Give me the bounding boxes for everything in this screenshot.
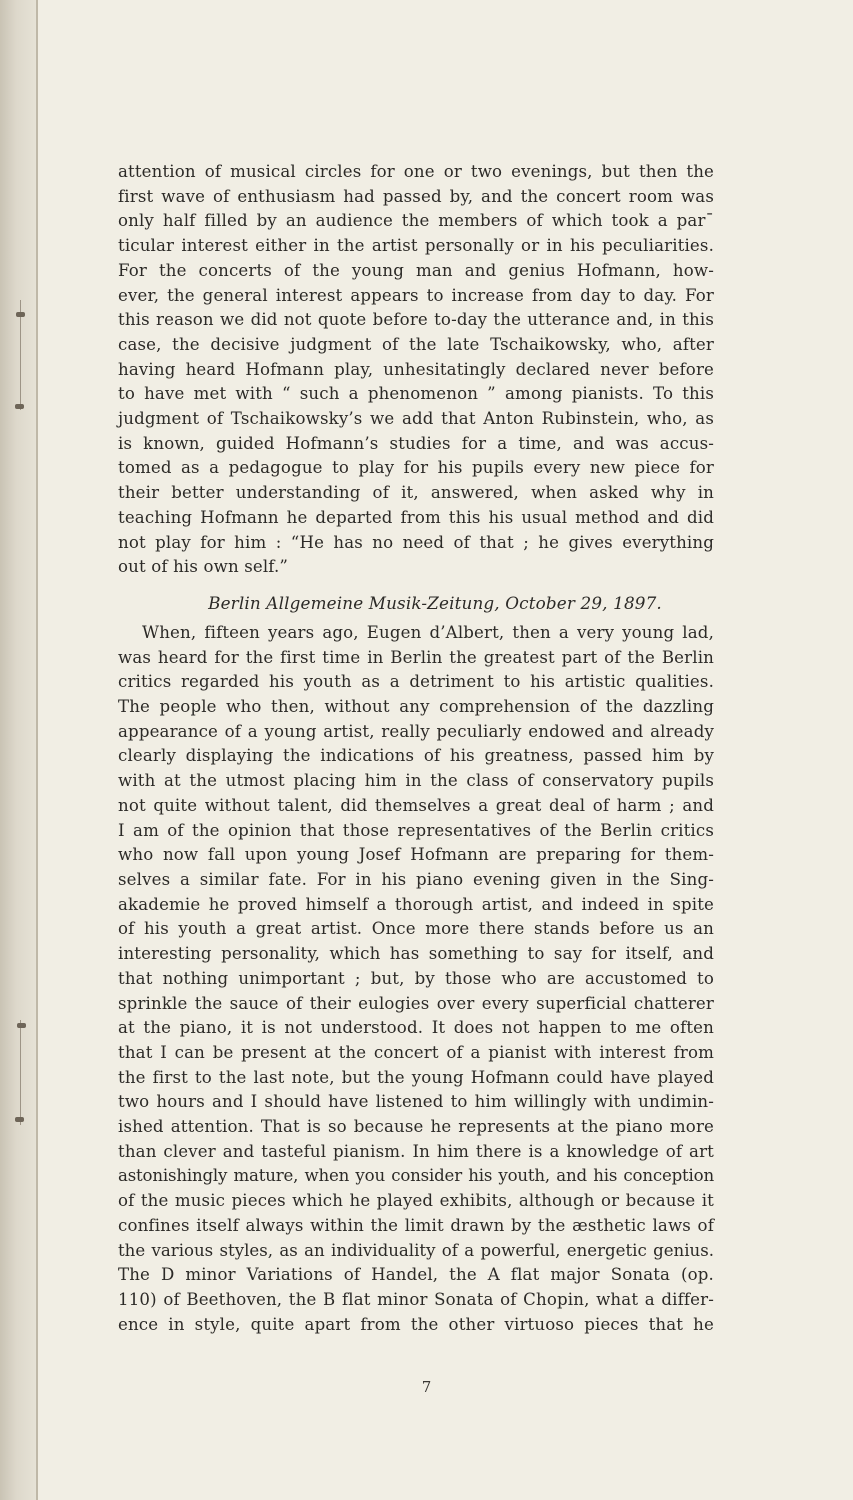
page-number: 7: [421, 1378, 432, 1396]
text-line: having heard Hofmann play, unhesitatingly declared never before: [118, 359, 714, 379]
text-line: at the piano, it is not understood. It does not happen to me often: [118, 1018, 714, 1038]
text-line: 110) of Beethoven, the B flat minor Sonata of Chopin, what a differ-: [118, 1289, 714, 1309]
text-line: I am of the opinion that those representatives of the Berlin critics: [118, 820, 714, 840]
text-line: not play for him : “He has no need of that ; he gives everything: [118, 532, 714, 552]
left-page-edge: [0, 0, 36, 1500]
text-line: The D minor Variations of Handel, the A flat major Sonata (op.: [118, 1265, 714, 1285]
text-line: of the music pieces which he played exhibits, although or because it: [118, 1191, 714, 1211]
article-heading: Berlin Allgemeine Musik-Zeitung, October 29, 1897.: [208, 592, 662, 613]
text-line: to have met with “ such a phenomenon ” among pianists. To this: [118, 384, 714, 404]
text-line: appearance of a young artist, really peculiarly endowed and already: [118, 721, 714, 741]
text-line: attention of musical circles for one or two evenings, but then the: [118, 162, 714, 181]
text-line: out of his own self.”: [118, 557, 289, 577]
text-line: of his youth a great artist. Once more there stands before us an: [118, 919, 714, 939]
text-line: judgment of Tschaikowsky’s we add that Anton Rubinstein, who, as: [118, 409, 714, 429]
text-line: For the concerts of the young man and genius Hofmann, how-: [118, 260, 714, 280]
binding-staple: [17, 1023, 26, 1028]
text-line: who now fall upon young Josef Hofmann are preparing for them-: [118, 845, 714, 865]
text-line: confines itself always within the limit drawn by the æsthetic laws of: [118, 1215, 714, 1235]
text-line: The people who then, without any comprehension of the dazzling: [118, 697, 714, 717]
text-line: their better understanding of it, answered, when asked why in: [118, 483, 714, 503]
text-line: that nothing unimportant ; but, by those who are accustomed to: [118, 968, 714, 988]
text-line: astonishingly mature, when you consider his youth, and his conception: [118, 1166, 714, 1186]
text-line: teaching Hofmann he departed from this his usual method and did: [118, 507, 714, 527]
text-line: ished attention. That is so because he represents at the piano more: [118, 1117, 714, 1137]
text-line: case, the decisive judgment of the late Tschaikowsky, who, after: [118, 334, 714, 354]
text-line: sprinkle the sauce of their eulogies over every superficial chatterer: [118, 993, 714, 1013]
binding-staple: [16, 312, 25, 317]
text-line: than clever and tasteful pianism. In him there is a knowledge of art: [118, 1141, 714, 1161]
text-line: the first to the last note, but the young Hofmann could have played: [118, 1067, 714, 1087]
text-line: When, fifteen years ago, Eugen d’Albert, then a very young lad,: [142, 622, 714, 642]
text-line: ence in style, quite apart from the other virtuoso pieces that he: [118, 1314, 714, 1334]
text-line: this reason we did not quote before to-day the utterance and, in this: [118, 310, 714, 330]
text-line: akademie he proved himself a thorough artist, and indeed in spite: [118, 894, 714, 914]
text-line: is known, guided Hofmann’s studies for a time, and was accus-: [118, 433, 714, 453]
text-line: not quite without talent, did themselves a great deal of harm ; and: [118, 795, 714, 815]
text-line: the various styles, as an individuality of a powerful, energetic genius.: [118, 1240, 714, 1260]
article-body: [118, 621, 714, 1337]
text-line: with at the utmost placing him in the class of conservatory pupils: [118, 771, 714, 791]
text-line: that I can be present at the concert of a pianist with interest from: [118, 1042, 714, 1062]
text-line: critics regarded his youth as a detriment to his artistic qualities.: [118, 672, 714, 692]
text-line: was heard for the first time in Berlin the greatest part of the Berlin: [118, 647, 714, 667]
text-line: only half filled by an audience the members of which took a par¯: [118, 211, 714, 231]
text-line: ever, the general interest appears to increase from day to day. For: [118, 285, 714, 305]
text-line: first wave of enthusiasm had passed by, and the concert room was: [118, 186, 714, 206]
binding-staple: [15, 404, 24, 409]
text-line: ticular interest either in the artist personally or in his peculiarities.: [118, 236, 714, 256]
article-continuation: [118, 160, 714, 580]
text-line: interesting personality, which has something to say for itself, and: [118, 944, 714, 964]
binding-staple: [15, 1117, 24, 1122]
binding-thread: [20, 1020, 21, 1125]
text-line: selves a similar fate. For in his piano evening given in the Sing-: [118, 869, 714, 889]
text-line: two hours and I should have listened to him willingly with undimin-: [118, 1092, 714, 1112]
text-line: clearly displaying the indications of his greatness, passed him by: [118, 746, 714, 766]
text-line: tomed as a pedagogue to play for his pupils every new piece for: [118, 458, 714, 478]
page-text: [118, 160, 714, 1337]
